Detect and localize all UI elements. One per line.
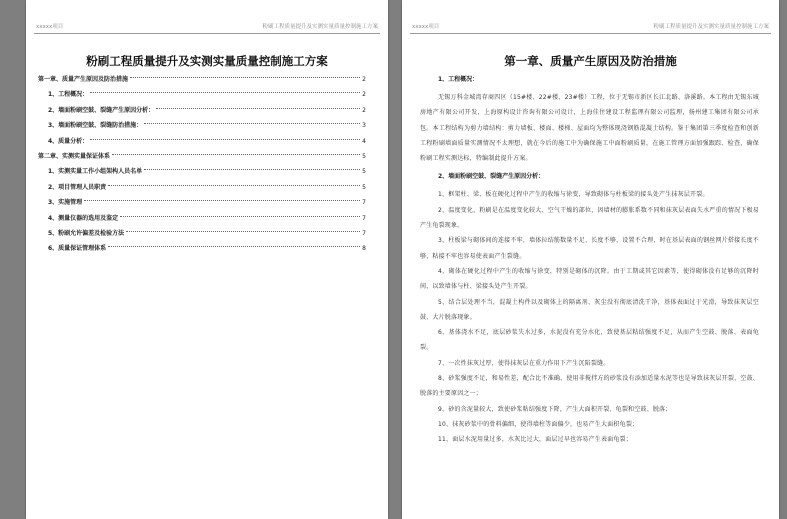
toc-page-number: 4 (362, 137, 366, 145)
toc-entry[interactable] (38, 195, 366, 210)
chapter-page (402, 0, 779, 519)
toc-entry-text: 5、粉刷允许偏差及检验方法 (48, 229, 125, 237)
toc-entry[interactable] (38, 149, 366, 164)
toc-entry[interactable] (38, 211, 366, 226)
toc-page-number: 5 (362, 183, 366, 191)
cause-item: 3、柱板梁与砌体间的连接不牢，墙体拉结筋数量不足、长度不够、设置不合理，时在基层表面的钢丝网片搭接长度不够，粘接不牢也容易使表面产生裂缝。 (420, 237, 759, 260)
toc-entry-text: 6、质量保证管理体系 (48, 245, 107, 253)
toc-page-number: 7 (362, 214, 366, 222)
chapter-body (420, 75, 759, 448)
toc-entry-text: 1、实测实量工作小组架构人员名单 (48, 168, 143, 176)
document-title: 粉刷工程质量提升及实测实量质量控制施工方案 (86, 54, 328, 68)
toc-page-number: 5 (362, 168, 366, 176)
header-rule (34, 33, 380, 34)
toc-page (26, 0, 388, 519)
project-overview-paragraph: 无锡万科金城湾存商四区（15#楼、22#楼、23#楼）工程，位于无锡市新区长江北路、洛溪路。本工程由无锡东城房地产有限公司开发，上海原构设计咨询有限公司设计，上海佳住建设工程监理有限公司监理，扬州建工集团有限公司承包。本工程结构为剪力墙结构：剪力墙板、楼面、楼梯、屋面均为整体现浇钢筋混凝土结构。鉴于集团第三季度检查和创新工程粉刷墙面质量实测情况不太理想，就在今后的施工中为确保施工中面粉刷质量，在施工管理方面加强跟踪、检查，确保粉刷工程实测达标，特编制此提升方案。 (420, 94, 759, 163)
toc-entry-text: 2、墙面粉刷空鼓、裂缝产生原因分析： (48, 106, 155, 114)
cause-item: 4、砌体在硬化过程中产生的收缩与徐变，特别是砌体的沉降。由于工期或其它因素等，使得砌体没有足够的沉降时间，以致墙体与柱、梁接头处产生开裂。 (420, 267, 759, 291)
toc-entry-text: 2、项目管理人员职责 (48, 183, 107, 191)
header-project-label: xxxxx项目 (36, 24, 64, 30)
cause-item: 7、一次性抹灰过厚，使得抹灰层在重力作用下产生沉陷裂缝。 (438, 359, 610, 367)
toc-entry[interactable] (38, 134, 366, 149)
toc-entry-text: 3、墙面粉刷空鼓、裂缝防治措施： (48, 122, 143, 130)
toc-page-number: 3 (362, 122, 366, 130)
toc-entry[interactable] (38, 180, 366, 195)
running-header (26, 22, 388, 32)
toc-entry[interactable] (38, 226, 366, 241)
cause-item: 9、砂的含泥量较大，致使砂浆粘结强度下降，产生大面积开裂、龟裂和空鼓、脱落； (438, 405, 672, 413)
header-document-title: 粉刷工程质量提升及实测实量质量控制施工方案 (653, 24, 769, 30)
chapter-title: 第一章、质量产生原因及防治措施 (504, 54, 677, 68)
toc-leader-dots (126, 231, 360, 232)
cause-item: 10、抹灰砂浆中的骨料偏细，使得墙柱等面偏少，也易产生大面积龟裂； (438, 420, 639, 428)
toc-entry[interactable] (38, 72, 366, 87)
toc-leader-dots (120, 216, 360, 217)
cause-item: 5、结合层处理不当，混凝土构件以及砌体上的隔离剂、灰尘没有彻底清洗干净，基体表面过于光滑，导致抹灰层空鼓、大片脱落现象。 (420, 298, 759, 321)
header-project-label: xxxxx项目 (412, 24, 440, 30)
toc-entry-text: 1、工程概况： (48, 91, 89, 99)
toc-entry[interactable] (38, 103, 366, 118)
toc-entry-text: 3、实施管理 (48, 199, 83, 207)
toc-leader-dots (112, 154, 360, 155)
toc-page-number: 7 (362, 199, 366, 207)
toc-entry[interactable] (38, 87, 366, 102)
cause-item: 8、砂浆强度不足，和易性差，配合比不准确，使用非搅拌方的砂浆没有添加适量水泥等也是导致抹灰层开裂、空鼓、脱落的主要原因之一； (420, 375, 759, 398)
table-of-contents (38, 72, 366, 257)
toc-page-number: 5 (362, 152, 366, 160)
cause-item: 2、温度变化，粉刷是在温度变化较大、空气干燥的部位，因墙材的膨胀系数不同和抹灰层表面失水严重的情况下极易产生龟裂现象。 (420, 206, 759, 230)
toc-page-number: 2 (362, 106, 366, 114)
toc-leader-dots (90, 139, 360, 140)
cause-item: 11、面层水泥用量过多，水灰比过大，面层过早也容易产生表面龟裂； (438, 436, 633, 444)
cause-item: 1、框架柱、梁、板在硬化过程中产生的收缩与徐变，导致砌体与柱板梁的接头处产生抹灰层开裂。 (438, 191, 709, 199)
toc-entry-text: 第一章、质量产生原因及防治措施 (38, 76, 129, 83)
toc-entry[interactable] (38, 241, 366, 256)
toc-leader-dots (156, 108, 360, 109)
toc-page-number: 8 (362, 245, 366, 253)
header-rule (410, 33, 771, 34)
toc-leader-dots (90, 92, 360, 93)
toc-leader-dots (108, 185, 360, 186)
cause-item: 6、基体浇水不足，底层砂浆失水过多，水泥没有充分水化，致使基层粘结强度不足，从而产生空鼓、脱落、表面龟裂。 (420, 329, 759, 352)
toc-leader-dots (130, 77, 360, 78)
toc-leader-dots (108, 246, 360, 247)
toc-leader-dots (84, 200, 360, 201)
toc-entry-text: 4、质量分析： (48, 137, 89, 145)
toc-page-number: 2 (362, 76, 366, 83)
toc-page-number: 2 (362, 91, 366, 99)
toc-entry-text: 第二章、实测实量保证体系 (38, 152, 111, 160)
toc-page-number: 7 (362, 229, 366, 237)
cause-list (420, 187, 759, 447)
section-heading: 1、工程概况： (438, 76, 479, 83)
toc-entry[interactable] (38, 164, 366, 179)
toc-leader-dots (144, 169, 360, 170)
toc-entry-text: 4、测量仪器的选用及鉴定 (48, 214, 119, 222)
header-document-title: 粉刷工程质量提升及实测实量质量控制施工方案 (262, 24, 378, 30)
running-header (402, 22, 779, 32)
section-heading: 2、墙面粉刷空鼓、裂缝产生原因分析： (438, 173, 545, 181)
toc-entry[interactable] (38, 118, 366, 133)
toc-leader-dots (144, 123, 360, 124)
